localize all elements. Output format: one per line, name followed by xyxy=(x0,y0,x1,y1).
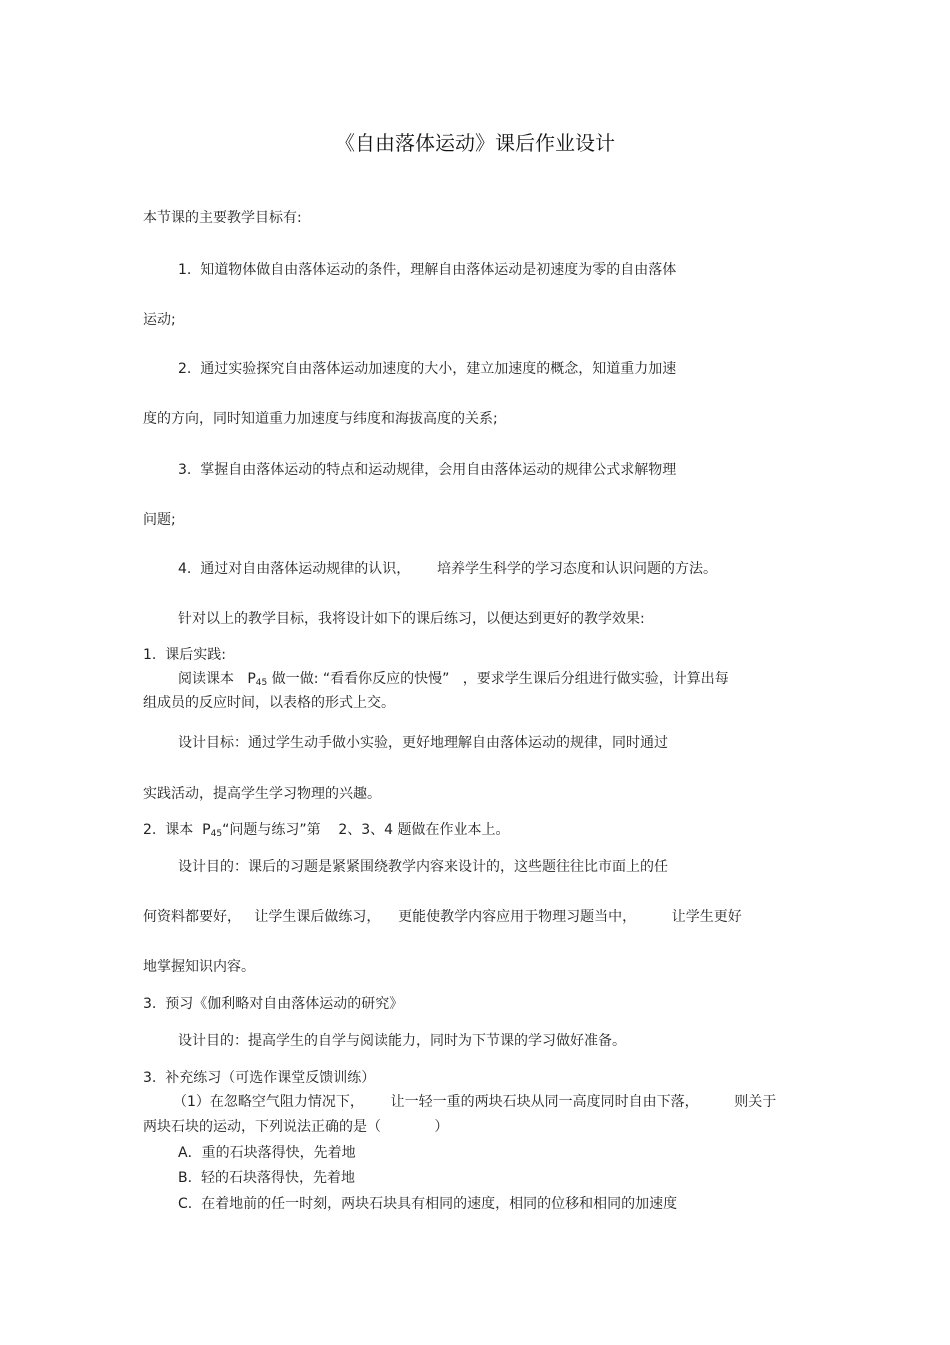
section-1-line-1 xyxy=(178,670,729,688)
section-2-heading-start: 2. 课本 P xyxy=(143,822,211,838)
option-a: A．重的石块落得快，先着地 xyxy=(178,1145,356,1161)
section-2-purpose-line-3: 地掌握知识内容。 xyxy=(143,959,255,975)
section-2-purpose-line-2: 何资料都要好， 让学生课后做练习， 更能使教学内容应用于物理习题当中， 让学生更好 xyxy=(143,909,742,925)
option-b: B. 轻的石块落得快，先着地 xyxy=(178,1170,355,1186)
question-1-line-2: 两块石块的运动，下列说法正确的是（ ） xyxy=(143,1119,449,1135)
section-2-heading xyxy=(143,821,510,839)
plan-intro-text: 针对以上的教学目标，我将设计如下的课后练习，以便达到更好的教学效果: xyxy=(178,611,645,627)
goal-3-line-2: 问题; xyxy=(143,512,176,528)
goal-2-line-2: 度的方向，同时知道重力加速度与纬度和海拔高度的关系; xyxy=(143,411,498,427)
section-1-line-1-start: 阅读课本 P xyxy=(178,671,256,687)
section-2-heading-end: “问题与练习”第 2、3、4 题做在作业本上。 xyxy=(222,822,510,838)
option-c: C. 在着地前的任一时刻，两块石块具有相同的速度，相同的位移和相同的加速度 xyxy=(178,1196,678,1212)
section-1-heading: 1. 课后实践: xyxy=(143,647,226,663)
question-1-line-1: （1）在忽略空气阻力情况下， 让一轻一重的两块石块从同一高度同时自由下落， 则关于 xyxy=(173,1094,777,1110)
section-1-page-subscript: 45 xyxy=(255,678,268,688)
goal-1-line-1: 1. 知道物体做自由落体运动的条件，理解自由落体运动是初速度为零的自由落体 xyxy=(178,262,677,278)
section-2-page-subscript: 45 xyxy=(210,829,223,839)
section-1-line-2: 组成员的反应时间，以表格的形式上交。 xyxy=(143,695,395,711)
goal-1-line-2: 运动; xyxy=(143,312,176,328)
section-1-goal-line-1: 设计目标：通过学生动手做小实验，更好地理解自由落体运动的规律，同时通过 xyxy=(178,735,668,751)
section-2-purpose-line-1: 设计目的：课后的习题是紧紧围绕教学内容来设计的，这些题往往比市面上的任 xyxy=(178,859,668,875)
section-1-line-1-end: 做一做: “看看你反应的快慢” ，要求学生课后分组进行做实验，计算出每 xyxy=(267,671,729,687)
goal-3-line-1: 3. 掌握自由落体运动的特点和运动规律，会用自由落体运动的规律公式求解物理 xyxy=(178,462,677,478)
goal-2-line-1: 2. 通过实验探究自由落体运动加速度的大小，建立加速度的概念，知道重力加速 xyxy=(178,361,677,377)
section-1-goal-line-2: 实践活动，提高学生学习物理的兴趣。 xyxy=(143,786,381,802)
document-title: 《自由落体运动》课后作业设计 xyxy=(335,131,615,155)
section-3-heading: 3. 预习《伽利略对自由落体运动的研究》 xyxy=(143,996,404,1012)
section-4-heading: 3. 补充练习（可选作课堂反馈训练） xyxy=(143,1070,376,1086)
section-3-purpose: 设计目的：提高学生的自学与阅读能力，同时为下节课的学习做好准备。 xyxy=(178,1033,626,1049)
intro-text: 本节课的主要教学目标有: xyxy=(143,210,302,226)
goal-4-line: 4. 通过对自由落体运动规律的认识， 培养学生科学的学习态度和认识问题的方法。 xyxy=(178,561,717,577)
